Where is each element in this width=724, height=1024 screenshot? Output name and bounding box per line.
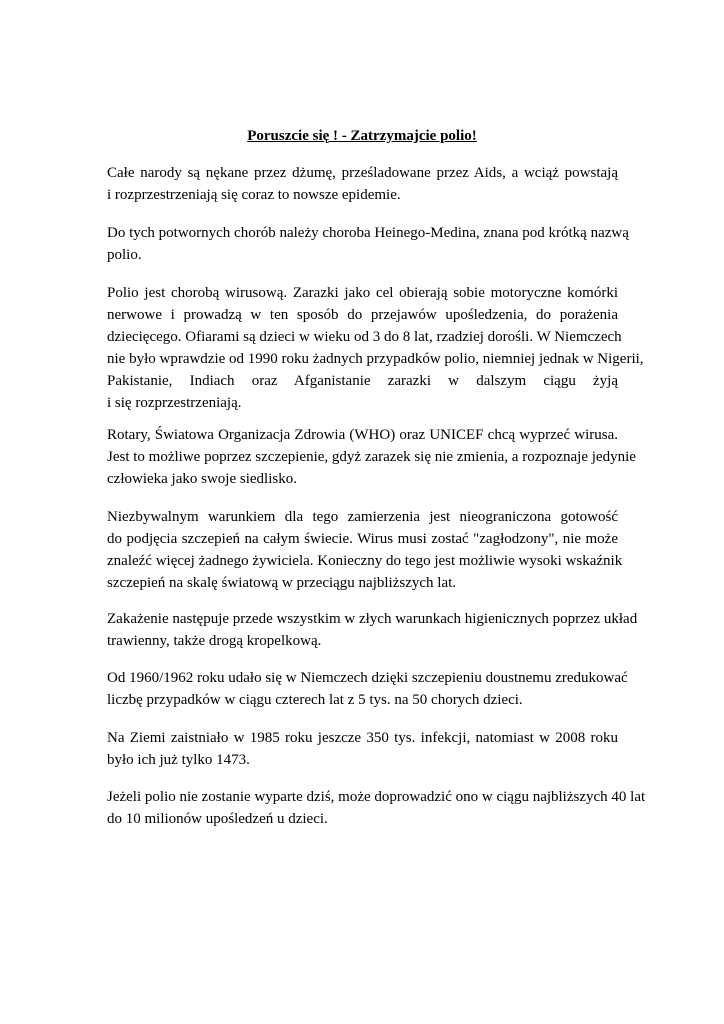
- text-line: Pakistanie, Indiach oraz Afganistanie zarazki w dalszym ciągu żyją: [107, 373, 618, 389]
- text-line: Rotary, Światowa Organizacja Zdrowia (WHO) oraz UNICEF chcą wyprzeć wirusa.: [107, 427, 618, 443]
- paragraph-2: [107, 222, 629, 266]
- text-line: Polio jest chorobą wirusową. Zarazki jako cel obierają sobie motoryczne komórki: [107, 285, 618, 301]
- paragraph-7: [107, 667, 628, 711]
- paragraph-5: [107, 506, 623, 594]
- text-line: nerwowe i prowadzą w ten sposób do przejawów upośledzenia, do porażenia: [107, 307, 618, 323]
- text-line: do podjęcia szczepień na całym świecie. Wirus musi zostać "zagłodzony", nie może: [107, 531, 618, 547]
- document-title: Poruszcie się ! - Zatrzymajcie polio!: [247, 128, 477, 144]
- paragraph-4: [107, 424, 636, 490]
- text-line: Zakażenie następuje przede wszystkim w złych warunkach higienicznych poprzez układ: [107, 611, 638, 627]
- text-line: i rozprzestrzeniają się coraz to nowsze epidemie.: [107, 187, 401, 203]
- text-line: szczepień na skalę światową w przeciągu najbliższych lat.: [107, 575, 457, 591]
- text-line: do 10 milionów upośledzeń u dzieci.: [107, 811, 328, 827]
- text-line: trawienny, także drogą kropelkową.: [107, 633, 322, 649]
- text-line: Na Ziemi zaistniało w 1985 roku jeszcze 350 tys. infekcji, natomiast w 2008 roku: [107, 730, 618, 746]
- text-line: Jest to możliwe poprzez szczepienie, gdyż zarazek się nie zmienia, a rozpoznaje jedynie: [107, 449, 636, 465]
- paragraph-1: [107, 162, 618, 206]
- text-line: Od 1960/1962 roku udało się w Niemczech dzięki szczepieniu doustnemu zredukować: [107, 670, 628, 686]
- paragraph-6: [107, 608, 638, 652]
- text-line: było ich już tylko 1473.: [107, 752, 250, 768]
- text-line: liczbę przypadków w ciągu czterech lat z 5 tys. na 50 chorych dzieci.: [107, 692, 523, 708]
- text-line: polio.: [107, 247, 142, 263]
- text-line: Niezbywalnym warunkiem dla tego zamierzenia jest nieograniczona gotowość: [107, 509, 618, 525]
- text-line: Całe narody są nękane przez dżumę, prześladowane przez Aids, a wciąż powstają: [107, 165, 618, 181]
- text-line: człowieka jako swoje siedlisko.: [107, 471, 297, 487]
- text-line: Do tych potwornych chorób należy choroba Heinego-Medina, znana pod krótką nazwą: [107, 225, 629, 241]
- text-line: Jeżeli polio nie zostanie wyparte dziś, może doprowadzić ono w ciągu najbliższych 40 lat: [107, 789, 646, 805]
- text-line: znaleźć więcej żadnego żywiciela. Konieczny do tego jest możliwie wysoki wskaźnik: [107, 553, 623, 569]
- paragraph-3: [107, 282, 644, 414]
- text-line: dziecięcego. Ofiarami są dzieci w wieku od 3 do 8 lat, rzadziej dorośli. W Niemczech: [107, 329, 622, 345]
- paragraph-8: [107, 727, 618, 771]
- text-line: i się rozprzestrzeniają.: [107, 395, 242, 411]
- text-line: nie było wprawdzie od 1990 roku żadnych przypadków polio, niemniej jednak w Nigerii,: [107, 351, 644, 367]
- paragraph-9: [107, 786, 646, 830]
